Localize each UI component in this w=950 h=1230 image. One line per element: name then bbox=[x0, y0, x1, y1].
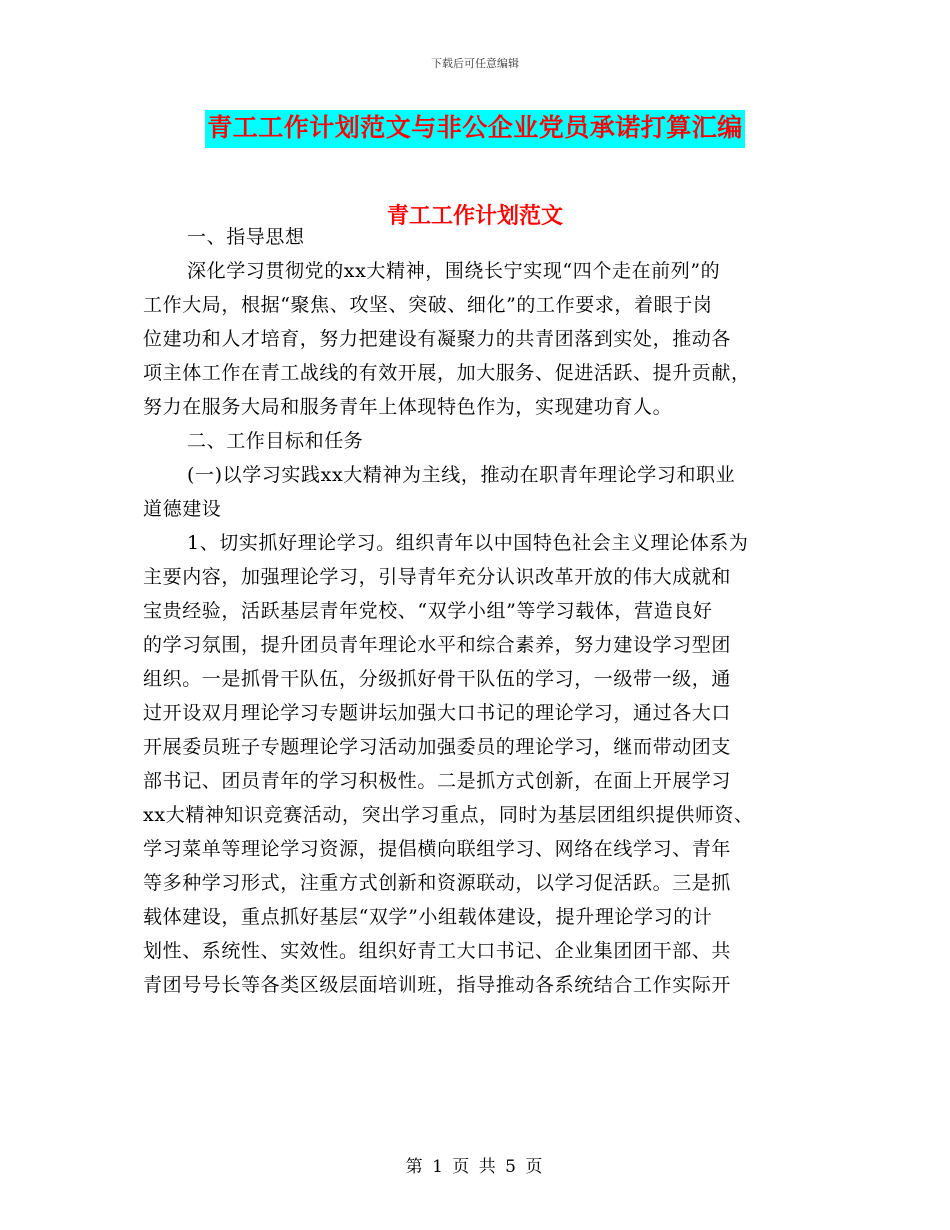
text-line: 学习菜单等理论学习资源，提倡横向联组学习、网络在线学习、青年 bbox=[143, 838, 732, 860]
text-line: 部书记、团员青年的学习积极性。二是抓方式创新，在面上开展学习 bbox=[143, 770, 732, 792]
section-title: 青工工作计划范文 bbox=[386, 203, 563, 229]
text-line: 工作大局，根据“聚焦、攻坚、突破、细化”的工作要求，着眼于岗 bbox=[143, 294, 713, 316]
body-text bbox=[143, 220, 813, 1002]
page-footer: 第 1 页 共 5 页 bbox=[405, 1157, 545, 1177]
text-line: 载体建设，重点抓好基层“双学”小组载体建设，提升理论学习的计 bbox=[143, 906, 713, 928]
header-note: 下载后可任意编辑 bbox=[431, 57, 519, 70]
text-line: 努力在服务大局和服务青年上体现特色作为，实现建功育人。 bbox=[143, 396, 673, 418]
text-line: (一)以学习实践xx大精神为主线，推动在职青年理论学习和职业 bbox=[187, 464, 736, 486]
text-line: 一、指导思想 bbox=[187, 226, 305, 248]
text-line: 划性、系统性、实效性。组织好青工大口书记、企业集团团干部、共 bbox=[143, 940, 732, 962]
text-line: 宝贵经验，活跃基层青年党校、“双学小组”等学习载体，营造良好 bbox=[143, 600, 713, 622]
text-line: 1、切实抓好理论学习。组织青年以中国特色社会主义理论体系为 bbox=[187, 532, 749, 554]
text-line: 道德建设 bbox=[143, 498, 222, 520]
text-line: 主要内容，加强理论学习，引导青年充分认识改革开放的伟大成就和 bbox=[143, 566, 732, 588]
main-title-container bbox=[0, 110, 950, 148]
text-line: 青团号号长等各类区级层面培训班，指导推动各系统结合工作实际开 bbox=[143, 974, 732, 996]
text-line: 组织。一是抓骨干队伍，分级抓好骨干队伍的学习，一级带一级，通 bbox=[143, 668, 732, 690]
text-line: xx大精神知识竞赛活动，突出学习重点，同时为基层团组织提供师资、 bbox=[143, 804, 754, 826]
text-line: 过开设双月理论学习专题讲坛加强大口书记的理论学习，通过各大口 bbox=[143, 702, 732, 724]
text-line: 位建功和人才培育，努力把建设有凝聚力的共青团落到实处，推动各 bbox=[143, 328, 732, 350]
text-line: 的学习氛围，提升团员青年理论水平和综合素养，努力建设学习型团 bbox=[143, 634, 732, 656]
text-line: 等多种学习形式，注重方式创新和资源联动，以学习促活跃。三是抓 bbox=[143, 872, 732, 894]
text-line: 深化学习贯彻党的xx大精神，围绕长宁实现“四个走在前列”的 bbox=[187, 260, 721, 282]
main-title: 青工工作计划范文与非公企业党员承诺打算汇编 bbox=[205, 110, 745, 148]
text-line: 项主体工作在青工战线的有效开展，加大服务、促进活跃、提升贡献， bbox=[143, 362, 751, 384]
text-line: 二、工作目标和任务 bbox=[187, 430, 364, 452]
text-line: 开展委员班子专题理论学习活动加强委员的理论学习，继而带动团支 bbox=[143, 736, 732, 758]
